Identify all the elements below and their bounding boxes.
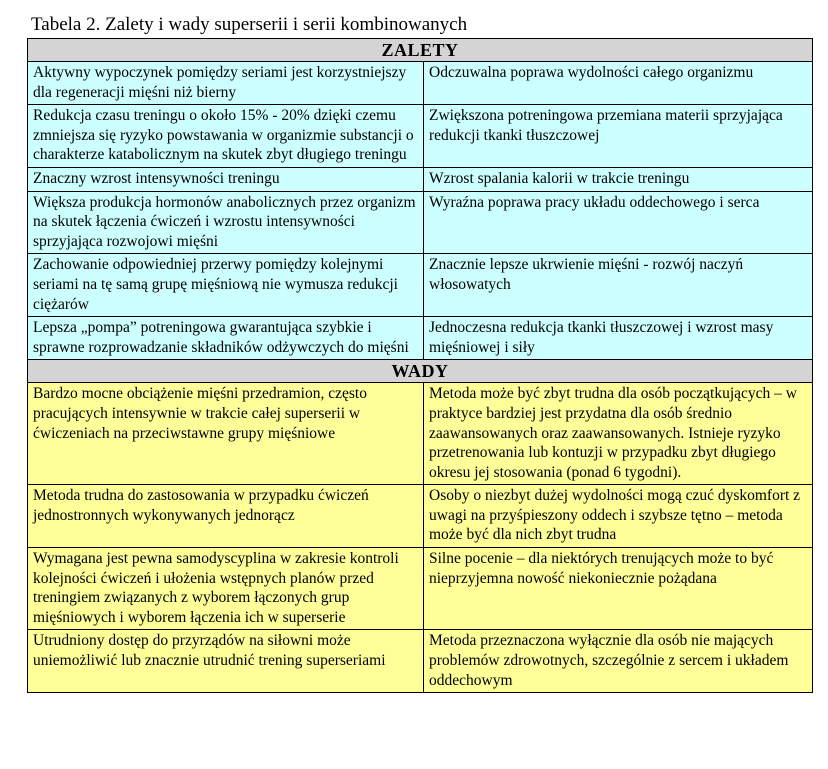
cons-section-title: WADY xyxy=(28,360,813,383)
pro-cell: Znacznie lepsze ukrwienie mięśni - rozwój naczyń włosowatych xyxy=(424,254,813,317)
pro-cell: Zachowanie odpowiedniej przerwy pomiędzy kolejnymi seriami na tę samą grupę mięśniową nie wymusza redukcji ciężarów xyxy=(28,254,424,317)
table-row xyxy=(28,62,813,105)
pro-cell: Jednoczesna redukcja tkanki tłuszczowej i wzrost masy mięśniowej i siły xyxy=(424,317,813,360)
table-row xyxy=(28,254,813,317)
table-caption: Tabela 2. Zalety i wady superserii i serii kombinowanych xyxy=(31,14,468,35)
cons-header-row xyxy=(28,360,813,383)
pros-header-row xyxy=(28,39,813,62)
table-row xyxy=(28,191,813,254)
table-row xyxy=(28,383,813,485)
pro-cell: Znaczny wzrost intensywności treningu xyxy=(28,167,424,191)
table-row xyxy=(28,317,813,360)
pros-section-title: ZALETY xyxy=(28,39,813,62)
pro-cell: Redukcja czasu treningu o około 15% - 20% dzięki czemu zmniejsza się ryzyko powstawania w organizmie substancji o charakterze katabolicznym na skutek zbyt długiego treningu xyxy=(28,105,424,168)
pro-cell: Wzrost spalania kalorii w trakcie treningu xyxy=(424,167,813,191)
con-cell: Utrudniony dostęp do przyrządów na siłowni może uniemożliwić lub znacznie utrudnić trening superseriami xyxy=(28,630,424,693)
pros-cons-table xyxy=(27,38,813,693)
con-cell: Metoda przeznaczona wyłącznie dla osób nie mających problemów zdrowotnych, szczególnie z sercem i układem oddechowym xyxy=(424,630,813,693)
con-cell: Osoby o niezbyt dużej wydolności mogą czuć dyskomfort z uwagi na przyśpieszony oddech i szybsze tętno – metoda może być dla nich zbyt trudna xyxy=(424,485,813,548)
con-cell: Metoda trudna do zastosowania w przypadku ćwiczeń jednostronnych wykonywanych jednorącz xyxy=(28,485,424,548)
pro-cell: Wyraźna poprawa pracy układu oddechowego i serca xyxy=(424,191,813,254)
pro-cell: Większa produkcja hormonów anabolicznych przez organizm na skutek łączenia ćwiczeń i wzrostu intensywności sprzyjająca rozwojowi mięśni xyxy=(28,191,424,254)
con-cell: Bardzo mocne obciążenie mięśni przedramion, często pracujących intensywnie w trakcie całej superserii w ćwiczeniach na przeciwstawne grupy mięśniowe xyxy=(28,383,424,485)
table-row xyxy=(28,485,813,548)
pro-cell: Aktywny wypoczynek pomiędzy seriami jest korzystniejszy dla regeneracji mięśni niż bierny xyxy=(28,62,424,105)
pro-cell: Odczuwalna poprawa wydolności całego organizmu xyxy=(424,62,813,105)
table-row xyxy=(28,105,813,168)
table-row xyxy=(28,548,813,630)
con-cell: Wymagana jest pewna samodyscyplina w zakresie kontroli kolejności ćwiczeń i ułożenia wstępnych planów przed treningiem związanych z wyborem łączonych grup mięśniowych i wyborem łączenia ich w superserie xyxy=(28,548,424,630)
table-row xyxy=(28,630,813,693)
con-cell: Metoda może być zbyt trudna dla osób początkujących – w praktyce bardziej jest przydatna dla osób średnio zaawansowanych oraz zaawansowanych. Istnieje ryzyko przetrenowania lub kontuzji w przypadku zbyt długiego okresu jej stosowania (ponad 6 tygodni). xyxy=(424,383,813,485)
table-row xyxy=(28,167,813,191)
pro-cell: Lepsza „pompa” potreningowa gwarantująca szybkie i sprawne rozprowadzanie składników odżywczych do mięśni xyxy=(28,317,424,360)
pro-cell: Zwiększona potreningowa przemiana materii sprzyjająca redukcji tkanki tłuszczowej xyxy=(424,105,813,168)
con-cell: Silne pocenie – dla niektórych trenujących może to być nieprzyjemna nowość niekoniecznie pożądana xyxy=(424,548,813,630)
